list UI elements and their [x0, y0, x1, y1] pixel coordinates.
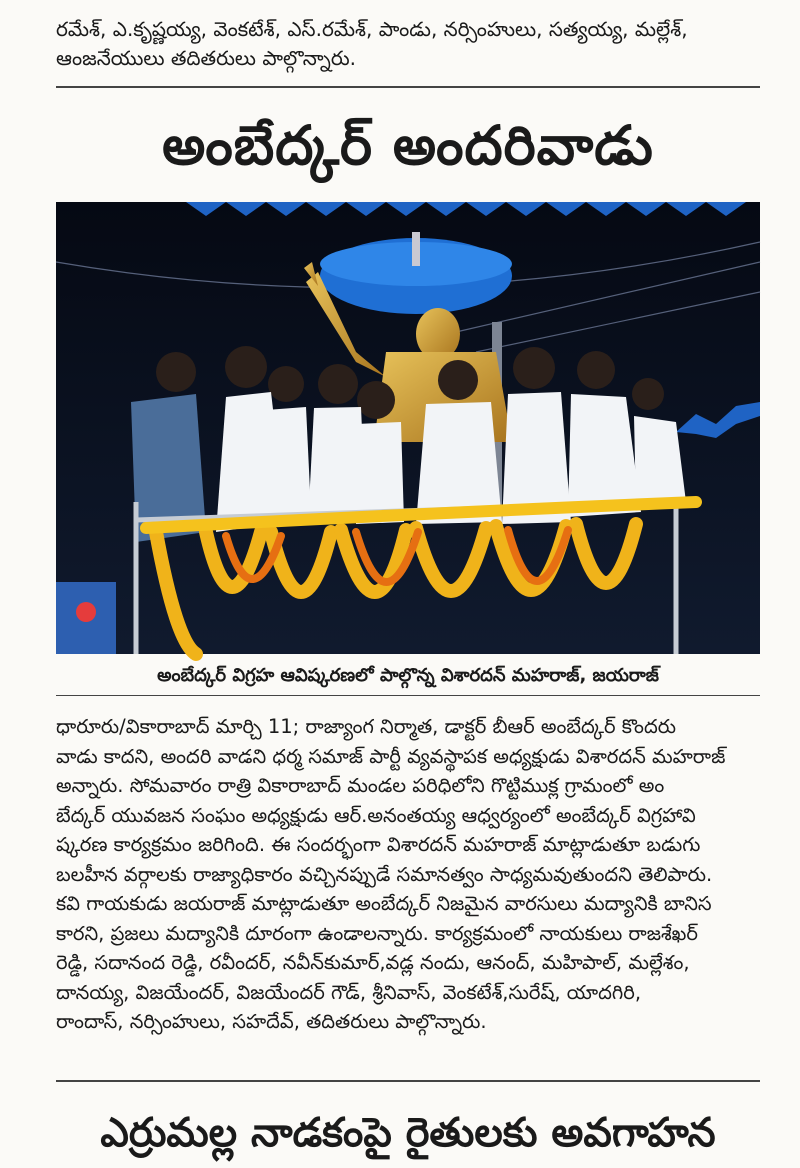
body-line: రెడ్డి, సదానంద రెడ్డి, రవీందర్, నవీన్‌కుమార్,వడ్ల నందు, ఆనంద్, మహిపాల్, మల్లేశం, [56, 951, 690, 974]
body-line: బేద్కర్ యువజన సంఘం అధ్యక్షుడు ఆర్.అనంతయ్య ఆధ్వర్యంలో అంబేద్కర్ విగ్రహావి [56, 803, 696, 827]
article-body [56, 712, 760, 1037]
article-photo [56, 202, 760, 654]
body-line: దానయ్య, విజయేందర్, విజయేందర్ గౌడ్, శ్రీనివాస్, వెంకటేశ్,సురేష్, యాదగిరి, [56, 980, 642, 1004]
article-headline: అంబేద్కర్ అందరివాడు [162, 114, 654, 177]
body-line: అన్నారు. సోమవారం రాత్రి వికారాబాద్ మండల పరిధిలోని గొట్టిముక్ల గ్రామంలో అం [56, 774, 665, 797]
section-divider [56, 1080, 760, 1082]
previous-article-line: రమేశ్, ఎ.కృష్ణయ్య, వెంకటేశ్, ఎస్.రమేశ్, పాండు, నర్సింహులు, సత్యయ్య, మల్లేశ్, [56, 17, 688, 41]
photo-caption: అంబేద్కర్ విగ్రహ ఆవిష్కరణలో పాల్గొన్న విశారదన్ మహరాజ్, జయరాజ్ [157, 665, 659, 686]
section-divider [56, 86, 760, 88]
previous-article-tail [56, 0, 766, 73]
body-line: బలహీన వర్గాలకు రాజ్యాధికారం వచ్చినప్పుడే సమానత్వం సాధ్యమవుతుందని తెలిపారు. [56, 862, 713, 886]
body-line: కవి గాయకుడు జయరాజ్ మాట్లాడుతూ అంబేద్కర్ నిజమైన వారసులు మద్యానికి బానిస [56, 892, 712, 915]
previous-article-line: ఆంజనేయులు తదితరులు పాల్గొన్నారు. [56, 46, 356, 70]
body-line: ష్కరణ కార్యక్రమం జరిగింది. ఈ సందర్భంగా విశారదన్ మహరాజ్ మాట్లాడుతూ బడుగు [56, 833, 701, 856]
body-line: కారని, ప్రజలు మద్యానికి దూరంగా ఉండాలన్నారు. కార్యక్రమంలో నాయకులు రాజశేఖర్ [56, 921, 698, 945]
next-article-headline: ఎర్రుమల్ల నాడకంపై రైతులకు అవగాహన [100, 1110, 716, 1156]
cut-off-text-line [56, 0, 766, 15]
caption-divider [56, 695, 760, 696]
body-line: రాందాస్, నర్సింహులు, సహదేవ్, తదితరులు పాల్గొన్నారు. [56, 1010, 487, 1033]
body-line: వాడు కాదని, అందరి వాడని ధర్మ సమాజ్ పార్టీ వ్యవస్థాపక అధ్యక్షుడు విశారదన్ మహరాజ్ [56, 744, 726, 768]
statue-unveiling-photo [56, 202, 760, 654]
body-line: ధారూరు/వికారాబాద్ మార్చి 11; రాజ్యాంగ నిర్మాత, డాక్టర్ బీఆర్ అంబేద్కర్ కొందరు [56, 715, 677, 738]
